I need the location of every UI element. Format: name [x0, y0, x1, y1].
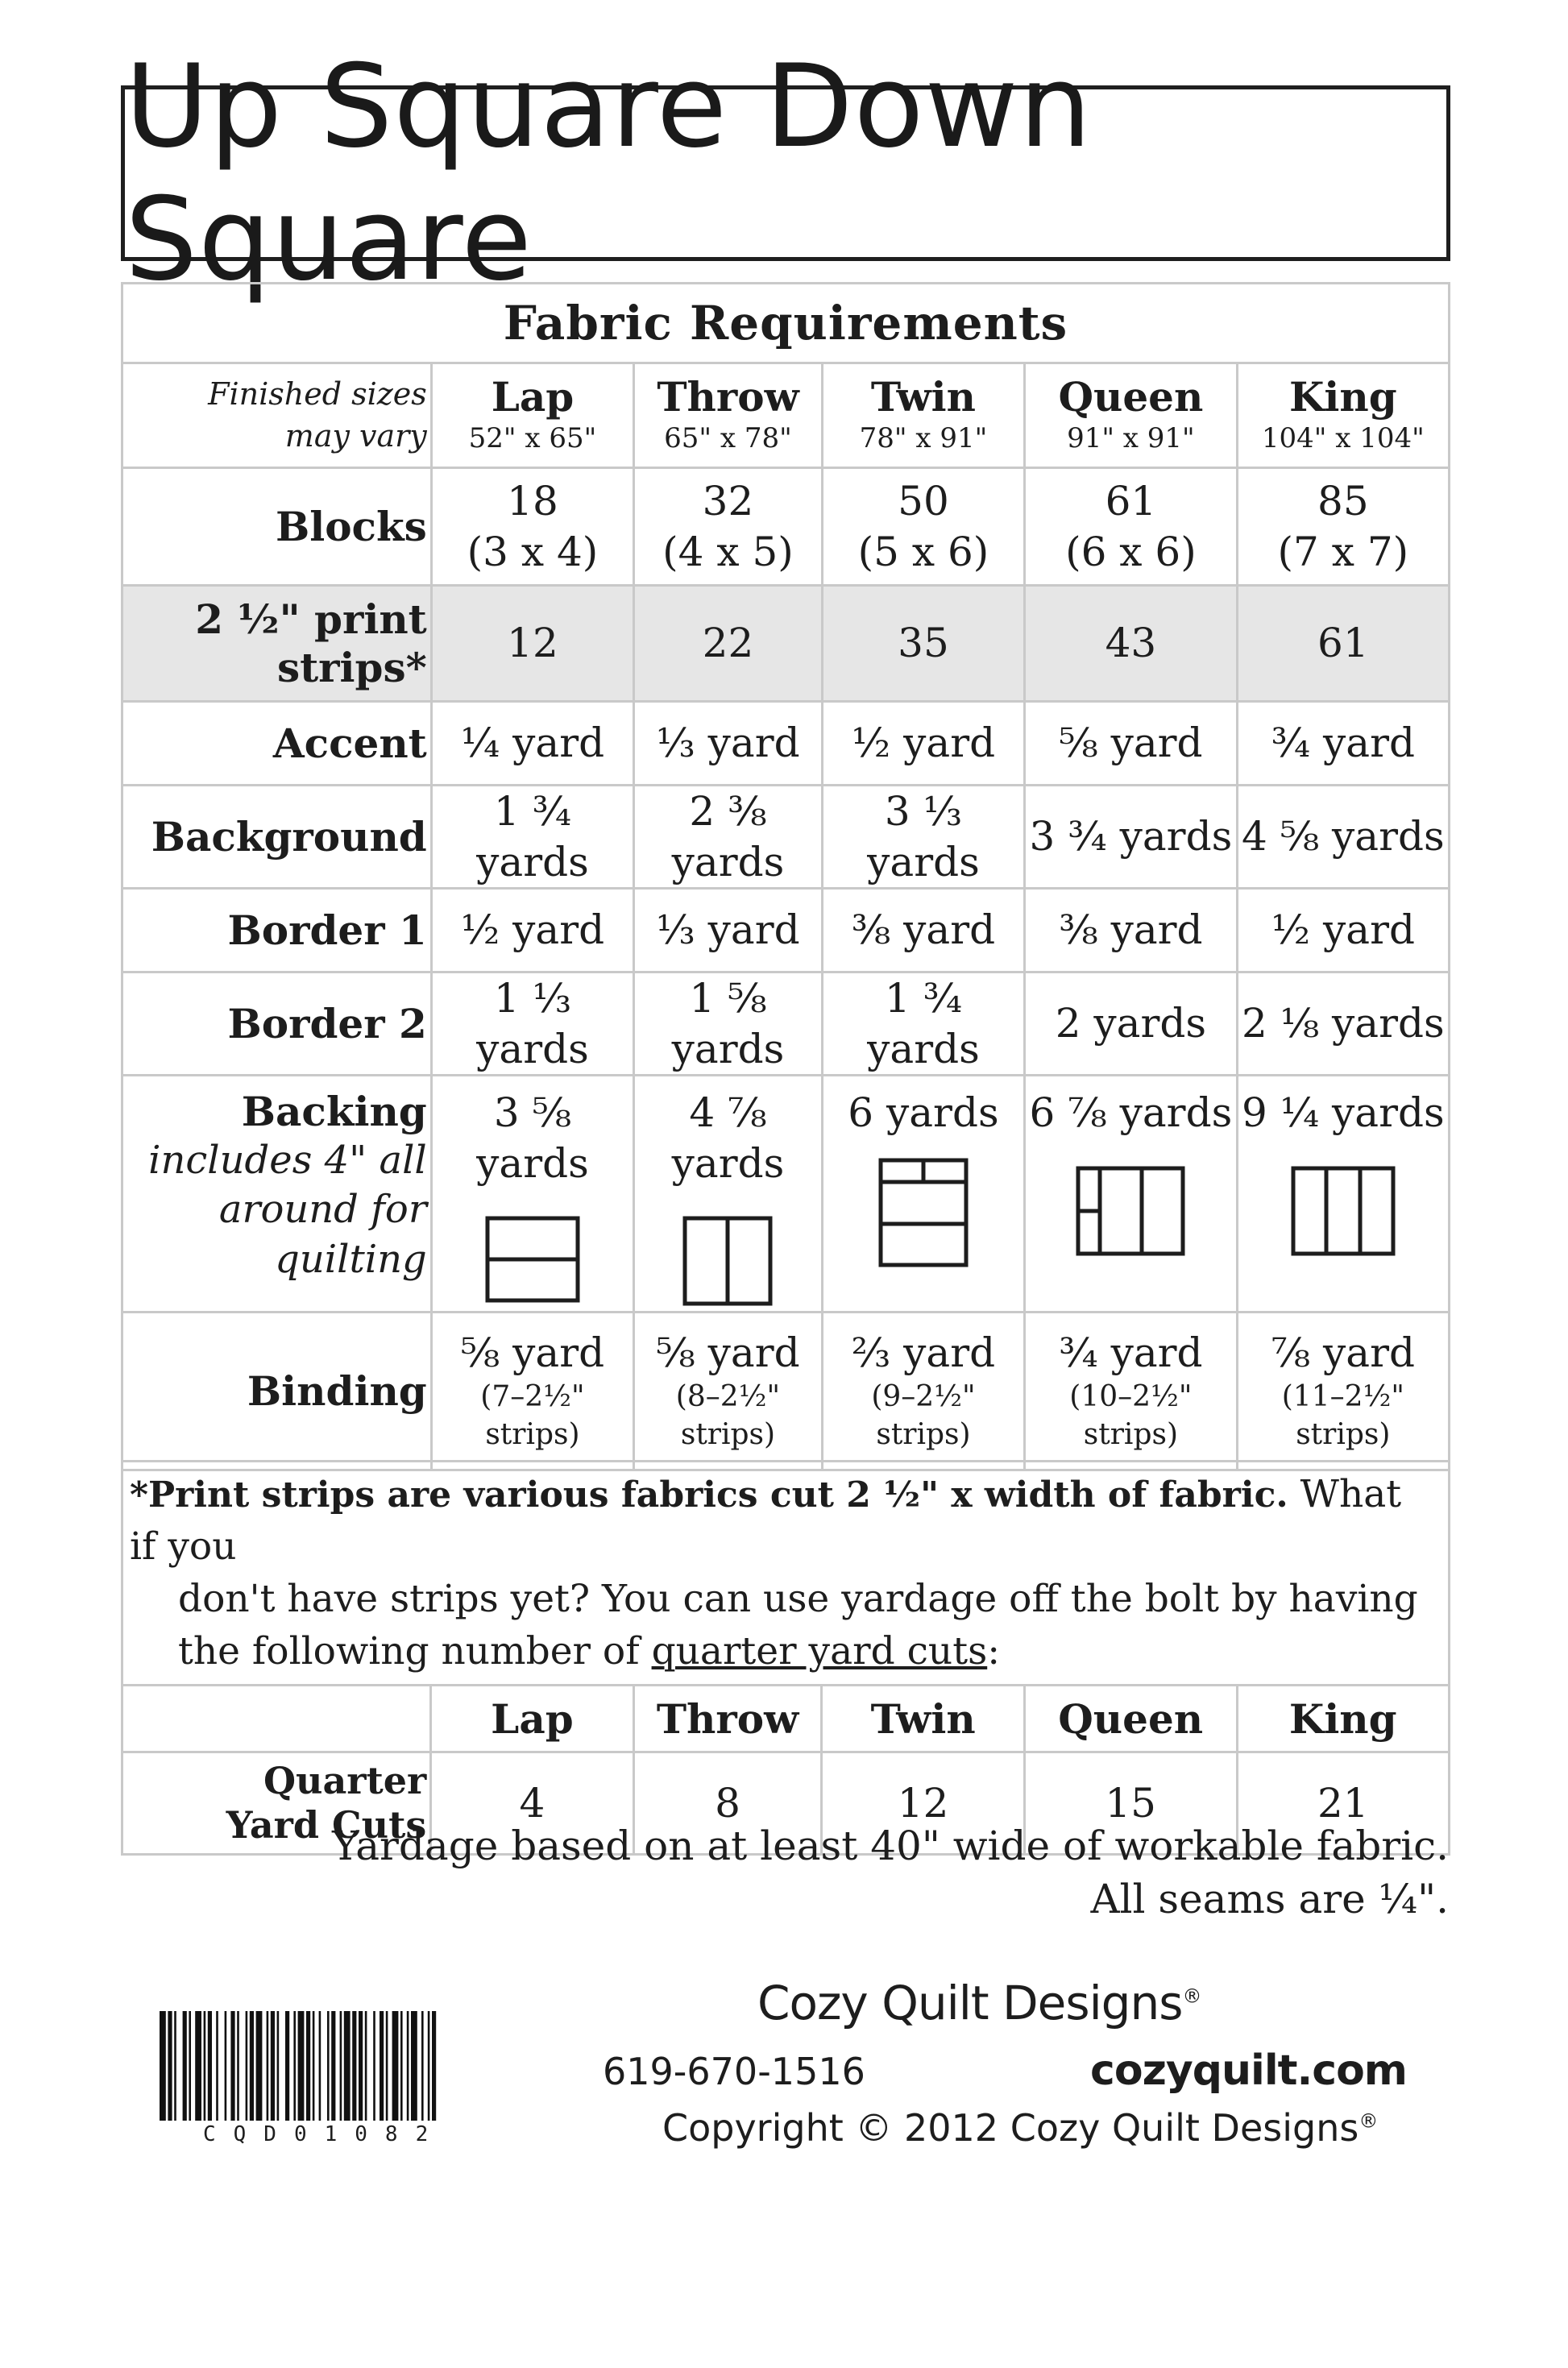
website: cozyquilt.com — [1090, 2047, 1407, 2095]
size-header: King 104" x 104" — [1237, 363, 1449, 468]
barcode-icon — [160, 2011, 525, 2121]
table-row: Border 1 ½ yard ⅓ yard ⅜ yard ⅜ yard ½ yard — [122, 889, 1450, 972]
requirements-heading: Fabric Requirements — [122, 284, 1450, 363]
pattern-title: Up Square Down Square — [125, 40, 1093, 306]
row-label-backing: Backing includes 4" all around for quilting — [122, 1076, 432, 1313]
table-row: Binding ⅝ yard (7–2½" strips) ⅝ yard (8–2½" strips) ⅔ yard (9–2½" strips) ¾ yard (10–2½" strips) ⅞ yard (11–2½" strips) — [122, 1313, 1450, 1470]
row-label-print-strips: 2 ½" print strips* — [122, 586, 432, 702]
table-row: Accent ¼ yard ⅓ yard ½ yard ⅝ yard ¾ yard — [122, 702, 1450, 786]
print-strips-footnote: *Print strips are various fabrics cut 2 ½" x width of fabric. What if you don't have strips yet? You can use yardage off the bolt by having the following number of quarter yard cuts: — [122, 1462, 1450, 1686]
table-row: 2 ½" print strips* 12 22 35 43 61 — [122, 586, 1450, 702]
table-row: Background 1 ¾ yards 2 ⅜ yards 3 ⅓ yards 3 ¾ yards 4 ⅝ yards — [122, 786, 1450, 889]
row-label-border2: Border 2 — [122, 972, 432, 1076]
size-header: Twin 78" x 91" — [822, 363, 1024, 468]
seams-note: All seams are ¼". — [1090, 1876, 1449, 1922]
size-header: Queen 91" x 91" — [1025, 363, 1238, 468]
yardage-note: Yardage based on at least 40" wide of workable fabric. All seams are ¼". — [332, 1819, 1449, 1926]
row-label-binding: Binding — [122, 1313, 432, 1470]
row-label-background: Background — [122, 786, 432, 889]
phone-number: 619-670-1516 — [603, 2050, 865, 2093]
title-box — [121, 40, 1450, 306]
table-row: Backing includes 4" all around for quilting 3 ⅝ yards 4 ⅞ yards 6 yards 6 ⅞ yards 9 ¼ yards — [122, 1076, 1450, 1313]
size-header: Throw 65" x 78" — [634, 363, 823, 468]
row-label-border1: Border 1 — [122, 889, 432, 972]
row-label-accent: Accent — [122, 702, 432, 786]
backing-diagram-throw — [682, 1216, 773, 1306]
table-row: Blocks 18 (3 x 4) 32 (4 x 5) 50 (5 x 6) 61 (6 x 6) 85 (7 x 7) — [122, 468, 1450, 586]
backing-diagram-king — [1291, 1166, 1396, 1256]
row-label-quarter-yard-cuts: Quarter Yard Cuts — [122, 1752, 431, 1855]
barcode-number: CQD01082 — [203, 2122, 446, 2146]
backing-diagram-twin — [878, 1158, 969, 1267]
backing-diagram-queen — [1076, 1166, 1185, 1256]
brand-name: Cozy Quilt Designs® — [757, 1976, 1201, 2030]
backing-diagram-lap — [485, 1216, 580, 1303]
finished-sizes-note: Finished sizes may vary — [122, 363, 432, 468]
size-header: Lap 52" x 65" — [431, 363, 633, 468]
copyright: Copyright © 2012 Cozy Quilt Designs® — [662, 2106, 1379, 2150]
row-label-blocks: Blocks — [122, 468, 432, 586]
quarter-yard-cuts-table: *Print strips are various fabrics cut 2 ½" x width of fabric. What if you don't have strips yet? You can use yardage off the bolt by having the following number of quarter yard cuts: Lap Throw Twin Queen King Quarter Yard Cuts 4 8 12 15 21 — [121, 1460, 1450, 1856]
table-row: Quarter Yard Cuts 4 8 12 15 21 — [122, 1752, 1450, 1855]
table-row: Border 2 1 ⅓ yards 1 ⅝ yards 1 ¾ yards 2 yards 2 ⅛ yards — [122, 972, 1450, 1076]
fabric-requirements-table — [121, 282, 1450, 1471]
